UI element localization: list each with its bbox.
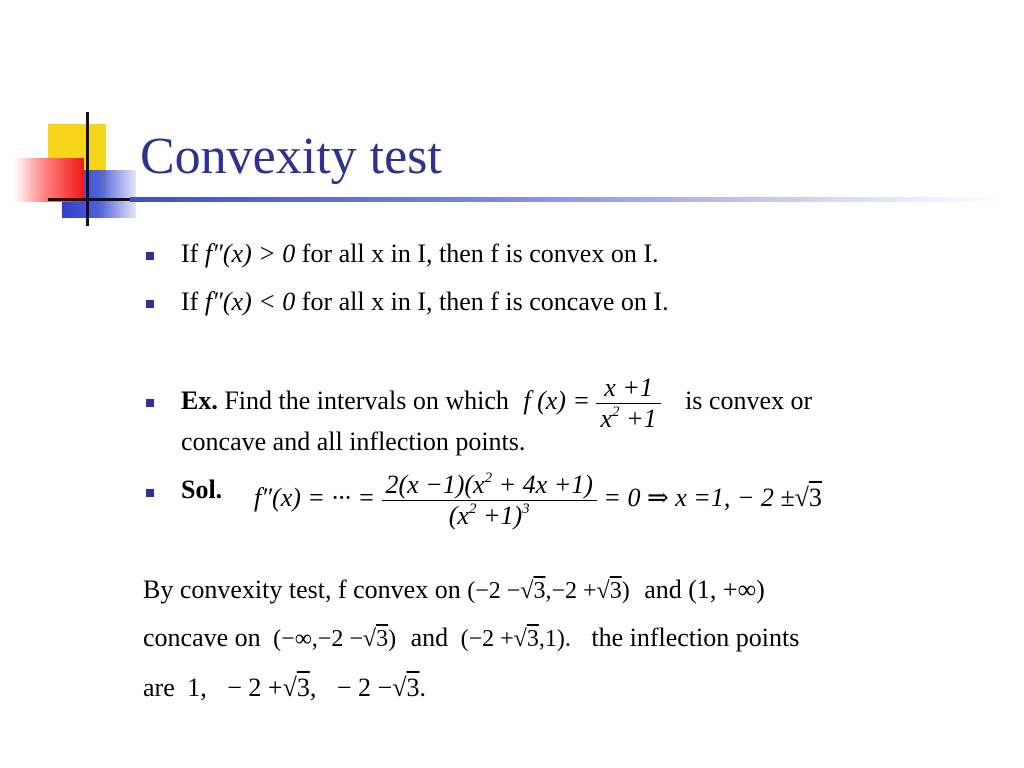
sd-den-exp: 2 <box>468 500 477 517</box>
int-part: (−2 − <box>467 578 521 604</box>
den-base: x <box>600 403 613 433</box>
sd-num-exp: 2 <box>484 469 493 486</box>
int-root: 3 <box>533 578 546 604</box>
sd-num-b: + 4x +1) <box>492 469 593 499</box>
and-text: and <box>644 575 682 604</box>
function-denominator <box>596 404 660 434</box>
conclusion-line1 <box>143 574 765 607</box>
int-root: 3 <box>609 578 622 604</box>
den-exponent: 2 <box>612 403 620 420</box>
pt-root: 3 <box>406 673 420 702</box>
sd-denominator <box>382 501 597 531</box>
concave-interval-2: (−2 +√3,1). <box>460 626 571 652</box>
bullet-lead: If <box>181 287 199 316</box>
bullet-marker <box>146 300 154 308</box>
function-fraction <box>596 373 660 434</box>
inflection-point-3: − 2 −√3. <box>336 673 426 702</box>
decor-red-square <box>14 158 84 202</box>
inflection-point-2: − 2 +√3, <box>227 673 317 702</box>
convex-interval-1: (−2 −√3,−2 +√3) <box>467 578 630 604</box>
int-part: (−2 + <box>460 626 514 652</box>
conclusion-text: concave on <box>143 623 261 652</box>
sd-den-b: +1) <box>476 500 523 530</box>
solution-equation: f″(x) = ··· = $\frac{2(x -1)(x^2 + 4x +1)}{(x^2 +1)^3}$ = 0 ⇒ x =1, − 2 ±√3 <box>254 469 822 530</box>
example-line2: concave and all inflection points. <box>181 427 526 456</box>
pt-part: , <box>309 673 317 702</box>
bullet-text: for all x in I, then f is convex on I. <box>301 239 659 268</box>
critical-points: = 0 ⇒ x =1, − 2 ± <box>603 483 795 512</box>
solution-label <box>181 474 222 506</box>
slide-title: Convexity test <box>140 128 442 185</box>
pt-part: − 2 − <box>336 673 393 702</box>
function-lhs: f (x) = <box>523 386 590 415</box>
concave-interval-1: (−∞,−2 −√3) <box>273 626 397 652</box>
convex-inequality: f″(x) > 0 <box>204 239 296 268</box>
bullet-convex-condition <box>181 238 658 270</box>
function-numerator: x +1 <box>596 373 660 404</box>
conclusion-text: By convexity test, f convex on <box>143 575 461 604</box>
and-text: and <box>410 623 449 652</box>
bullet-marker <box>146 399 154 407</box>
sd-numerator <box>382 470 597 501</box>
den-rest: +1 <box>619 403 657 433</box>
example-text: Find the intervals on which <box>224 386 509 415</box>
conclusion-tail: the inflection points <box>591 623 800 652</box>
bullet-marker <box>146 252 154 260</box>
int-part: ) <box>388 626 397 652</box>
bullet-lead: If <box>181 239 199 268</box>
decor-horizontal-line <box>48 198 140 201</box>
example-tail: is convex or <box>685 386 813 415</box>
sd-den-a: (x <box>448 500 469 530</box>
int-root: 3 <box>376 626 389 652</box>
int-part: ,1). <box>538 626 571 652</box>
example-label: Ex. <box>181 386 218 415</box>
inflection-point-1: 1, <box>187 673 207 702</box>
pt-part: . <box>419 673 426 702</box>
title-underline <box>130 197 1000 202</box>
conclusion-line3 <box>143 672 426 704</box>
conclusion-text: are <box>143 673 175 702</box>
sd-den-outer-exp: 3 <box>522 500 530 517</box>
bullet-concave-condition <box>181 286 669 318</box>
pt-root: 3 <box>296 673 310 702</box>
sol-label: Sol. <box>181 475 223 504</box>
int-part: ,−2 + <box>545 578 597 604</box>
root-value: 3 <box>808 483 822 512</box>
conclusion-line2 <box>143 622 799 655</box>
pt-part: − 2 + <box>227 673 283 702</box>
second-derivative-lhs: f″(x) = ··· = <box>254 483 375 512</box>
decor-vertical-line <box>86 112 89 226</box>
bullet-marker <box>146 489 154 497</box>
second-derivative-fraction <box>382 470 597 531</box>
concave-inequality: f″(x) < 0 <box>204 287 296 316</box>
sd-num-a: 2(x −1)(x <box>385 469 485 499</box>
int-part: ) <box>621 578 630 604</box>
int-root: 3 <box>526 626 539 652</box>
convex-interval-2: (1, +∞) <box>688 575 765 604</box>
bullet-text: for all x in I, then f is concave on I. <box>301 287 669 316</box>
int-part: (−∞,−2 − <box>273 626 363 652</box>
